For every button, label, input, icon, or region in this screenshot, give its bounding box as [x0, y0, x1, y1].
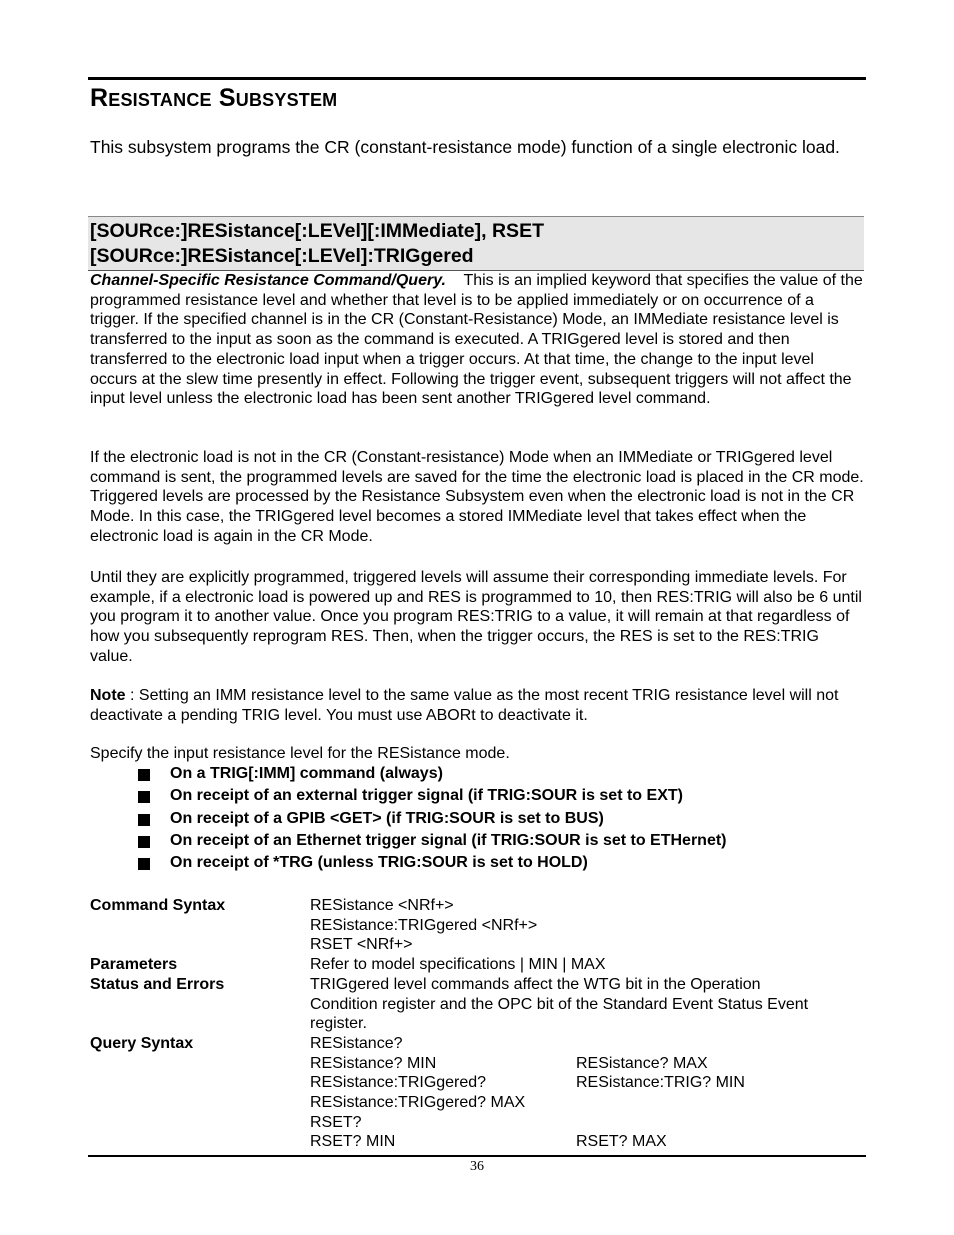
status-errors-label: Status and Errors [90, 975, 225, 993]
list-item: On receipt of an Ethernet trigger signal (if TRIG:SOUR is set to ETHernet) [90, 831, 727, 853]
description-paragraph [90, 271, 864, 409]
intro-paragraph: This subsystem programs the CR (constant-resistance mode) function of a single electronic load. [90, 137, 840, 157]
parameters-row [90, 955, 866, 975]
command-syntax-line: RSET <NRf+> [310, 936, 413, 954]
list-item: On receipt of *TRG (unless TRIG:SOUR is set to HOLD) [90, 853, 727, 875]
list-item: On receipt of an external trigger signal (if TRIG:SOUR is set to EXT) [90, 786, 727, 808]
syntax-table [90, 896, 866, 1152]
description-lead: Channel-Specific Resistance Command/Query. [90, 272, 446, 289]
bullet-square-icon [138, 791, 150, 803]
parameters-value: Refer to model specifications | MIN | MAX [310, 956, 606, 974]
top-rule [88, 77, 866, 80]
query-syntax-line: RESistance? MIN RESistance? MAX [310, 1054, 708, 1072]
query-syntax-line: RSET? MIN RSET? MAX [310, 1133, 667, 1151]
section-title: Resistance Subsystem [90, 84, 338, 112]
description-text: This is an implied keyword that specifies the value of the programmed resistance level and whether that level is to be applied immediately or on occurrence of a trigger. If the specified channel is in the CR (Constant-Resistance) Mode, an IMMediate resistance level is transferred to the input as soon as the command is executed. A TRIGgered level is stored and then transferred to the electronic load input when a trigger occurs. At that time, the change to the input level occurs at the slew time presently in effect. Following the trigger event, subsequent triggers will not affect the input level unless the electronic load has been sent another TRIGgered level command. [90, 272, 863, 408]
paragraph-triggered-levels: Until they are explicitly programmed, triggered levels will assume their corresponding immediate levels. For example, if a electronic load is powered up and RES is programmed to 10, then RES:TRIG will also be 6 until you program it to another value. Once you program RES:TRIG to a value, it will remain at that regardless of how you subsequently reprogram RES. Then, when the trigger occurs, the RES is set to the RES:TRIG value. [90, 569, 862, 665]
list-item: On a TRIG[:IMM] command (always) [90, 764, 727, 786]
bullet-square-icon [138, 858, 150, 870]
status-errors-line: Condition register and the OPC bit of the Standard Event Status Event [310, 995, 809, 1013]
command-syntax-row [90, 896, 866, 955]
query-syntax-label: Query Syntax [90, 1034, 194, 1052]
specify-paragraph: Specify the input resistance level for the RESistance mode. [90, 745, 510, 762]
status-errors-row [90, 975, 866, 1034]
bullet-square-icon [138, 814, 150, 826]
command-syntax-label: Command Syntax [90, 897, 226, 914]
command-header-box [88, 216, 864, 271]
note-label: Note [90, 687, 126, 704]
trigger-bullet-list [90, 764, 727, 875]
bullet-square-icon [138, 769, 150, 781]
command-syntax-line: RESistance <NRf+> [310, 897, 454, 914]
list-item: On receipt of a GPIB <GET> (if TRIG:SOUR is set to BUS) [90, 809, 727, 831]
query-syntax-line: RESistance:TRIGgered? MAX [310, 1094, 526, 1112]
command-header-line-1: [SOURce:]RESistance[:LEVel][:IMMediate], RSET [90, 220, 544, 242]
query-syntax-line: RSET? [310, 1113, 362, 1131]
bullet-square-icon [138, 836, 150, 848]
query-syntax-row [90, 1034, 866, 1152]
note-paragraph [90, 686, 864, 725]
command-syntax-line: RESistance:TRIGgered <NRf+> [310, 916, 538, 934]
status-errors-line: TRIGgered level commands affect the WTG bit in the Operation [310, 975, 761, 993]
parameters-label: Parameters [90, 956, 178, 974]
paragraph-cr-mode: If the electronic load is not in the CR (Constant-resistance) Mode when an IMMediate or TRIGgered level command is sent, the programmed levels are saved for the time the electronic load is placed in the CR mode. Triggered levels are processed by the Resistance Subsystem even when the electronic load is not in the CR Mode. In this case, the TRIGgered level becomes a stored IMMediate level that takes effect when the electronic load is again in the CR Mode. [90, 449, 864, 545]
bottom-rule [88, 1155, 866, 1157]
command-header-line-2: [SOURce:]RESistance[:LEVel]:TRIGgered [90, 245, 474, 267]
query-syntax-line: RESistance? [310, 1034, 403, 1052]
page-number: 36 [470, 1159, 484, 1174]
query-syntax-line: RESistance:TRIGgered? RESistance:TRIG? MIN [310, 1074, 745, 1092]
status-errors-line: register. [310, 1015, 367, 1033]
note-text: : Setting an IMM resistance level to the same value as the most recent TRIG resistance level will not deactivate a pending TRIG level. You must use ABORt to deactivate it. [90, 687, 839, 724]
